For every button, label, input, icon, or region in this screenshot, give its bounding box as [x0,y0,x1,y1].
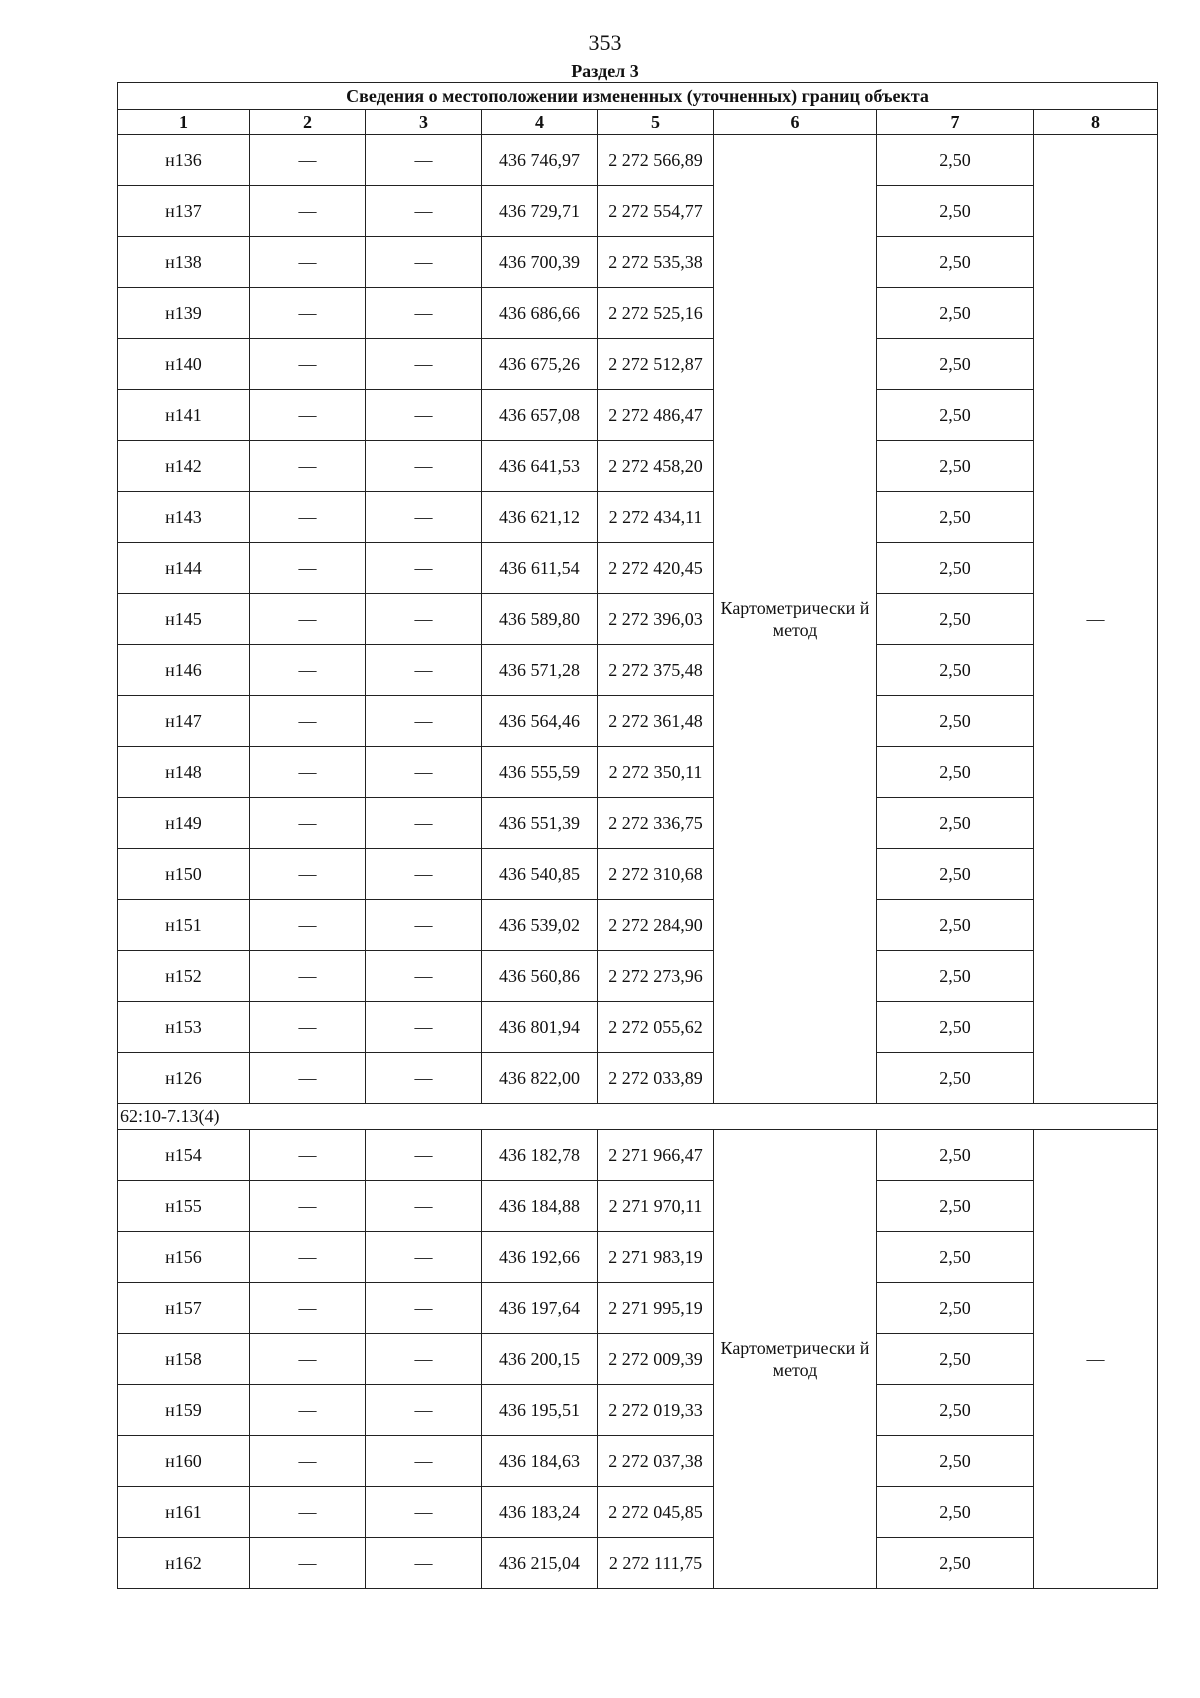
col2-cell: — [250,1385,366,1436]
x-coordinate-cell: 436 729,71 [482,186,598,237]
point-id-cell: н161 [118,1487,250,1538]
col2-cell: — [250,1232,366,1283]
x-coordinate-cell: 436 215,04 [482,1538,598,1589]
table-row [118,1334,1158,1385]
x-coordinate-cell: 436 822,00 [482,1053,598,1104]
y-coordinate-cell: 2 271 995,19 [598,1283,714,1334]
col2-cell: — [250,849,366,900]
x-coordinate-cell: 436 560,86 [482,951,598,1002]
accuracy-cell: 2,50 [877,1334,1034,1385]
column-number-7: 7 [877,110,1034,135]
accuracy-cell: 2,50 [877,900,1034,951]
point-id-cell: н138 [118,237,250,288]
x-coordinate-cell: 436 571,28 [482,645,598,696]
col3-cell: — [366,747,482,798]
table-row [118,186,1158,237]
table-row [118,288,1158,339]
x-coordinate-cell: 436 183,24 [482,1487,598,1538]
accuracy-cell: 2,50 [877,1487,1034,1538]
x-coordinate-cell: 436 746,97 [482,135,598,186]
accuracy-cell: 2,50 [877,135,1034,186]
x-coordinate-cell: 436 197,64 [482,1283,598,1334]
point-id-cell: н126 [118,1053,250,1104]
accuracy-cell: 2,50 [877,798,1034,849]
y-coordinate-cell: 2 272 019,33 [598,1385,714,1436]
col3-cell: — [366,1487,482,1538]
table-title: Сведения о местоположении измененных (уточненных) границ объекта [118,83,1158,110]
y-coordinate-cell: 2 272 375,48 [598,645,714,696]
y-coordinate-cell: 2 272 310,68 [598,849,714,900]
col3-cell: — [366,594,482,645]
point-id-cell: н158 [118,1334,250,1385]
col3-cell: — [366,543,482,594]
table-row [118,1385,1158,1436]
y-coordinate-cell: 2 272 486,47 [598,390,714,441]
x-coordinate-cell: 436 539,02 [482,900,598,951]
col2-cell: — [250,237,366,288]
x-coordinate-cell: 436 555,59 [482,747,598,798]
x-coordinate-cell: 436 200,15 [482,1334,598,1385]
method-cell: Картометрически й метод [714,1130,877,1589]
table-row [118,237,1158,288]
table-row [118,1181,1158,1232]
accuracy-cell: 2,50 [877,237,1034,288]
col2-cell: — [250,1436,366,1487]
col2-cell: — [250,288,366,339]
column-number-5: 5 [598,110,714,135]
x-coordinate-cell: 436 184,63 [482,1436,598,1487]
x-coordinate-cell: 436 540,85 [482,849,598,900]
col3-cell: — [366,1181,482,1232]
x-coordinate-cell: 436 195,51 [482,1385,598,1436]
column-number-6: 6 [714,110,877,135]
accuracy-cell: 2,50 [877,747,1034,798]
col3-cell: — [366,1130,482,1181]
col3-cell: — [366,1053,482,1104]
x-coordinate-cell: 436 564,46 [482,696,598,747]
y-coordinate-cell: 2 272 045,85 [598,1487,714,1538]
col2-cell: — [250,747,366,798]
page-number: 353 [588,30,622,55]
col2-cell: — [250,390,366,441]
point-id-cell: н155 [118,1181,250,1232]
col2-cell: — [250,900,366,951]
col3-cell: — [366,186,482,237]
x-coordinate-cell: 436 675,26 [482,339,598,390]
accuracy-cell: 2,50 [877,951,1034,1002]
boundary-table [117,82,1158,1589]
point-id-cell: н153 [118,1002,250,1053]
col3-cell: — [366,696,482,747]
point-id-cell: н137 [118,186,250,237]
table-row [118,1538,1158,1589]
x-coordinate-cell: 436 589,80 [482,594,598,645]
y-coordinate-cell: 2 272 535,38 [598,237,714,288]
y-coordinate-cell: 2 272 566,89 [598,135,714,186]
accuracy-cell: 2,50 [877,849,1034,900]
x-coordinate-cell: 436 621,12 [482,492,598,543]
table-row [118,1232,1158,1283]
col3-cell: — [366,1002,482,1053]
y-coordinate-cell: 2 272 361,48 [598,696,714,747]
x-coordinate-cell: 436 551,39 [482,798,598,849]
point-id-cell: н140 [118,339,250,390]
point-id-cell: н139 [118,288,250,339]
accuracy-cell: 2,50 [877,543,1034,594]
point-id-cell: н156 [118,1232,250,1283]
point-id-cell: н162 [118,1538,250,1589]
y-coordinate-cell: 2 272 055,62 [598,1002,714,1053]
y-coordinate-cell: 2 271 970,11 [598,1181,714,1232]
col2-cell: — [250,1130,366,1181]
table-row [118,1487,1158,1538]
y-coordinate-cell: 2 272 273,96 [598,951,714,1002]
point-id-cell: н149 [118,798,250,849]
col3-cell: — [366,798,482,849]
point-id-cell: н145 [118,594,250,645]
y-coordinate-cell: 2 272 434,11 [598,492,714,543]
col3-cell: — [366,441,482,492]
col2-cell: — [250,1487,366,1538]
x-coordinate-cell: 436 657,08 [482,390,598,441]
x-coordinate-cell: 436 686,66 [482,288,598,339]
point-id-cell: н157 [118,1283,250,1334]
table-row [118,1053,1158,1104]
y-coordinate-cell: 2 272 037,38 [598,1436,714,1487]
column-number-4: 4 [482,110,598,135]
table-row [118,900,1158,951]
accuracy-cell: 2,50 [877,1002,1034,1053]
table-row [118,135,1158,186]
point-id-cell: н146 [118,645,250,696]
table-row [118,390,1158,441]
point-id-cell: н143 [118,492,250,543]
col3-cell: — [366,1334,482,1385]
col2-cell: — [250,1334,366,1385]
col2-cell: — [250,492,366,543]
table-row [118,339,1158,390]
x-coordinate-cell: 436 611,54 [482,543,598,594]
accuracy-cell: 2,50 [877,645,1034,696]
accuracy-cell: 2,50 [877,390,1034,441]
table-row [118,645,1158,696]
col3-cell: — [366,900,482,951]
point-id-cell: н154 [118,1130,250,1181]
col2-cell: — [250,1181,366,1232]
table-row [118,1283,1158,1334]
table-row [118,951,1158,1002]
col2-cell: — [250,798,366,849]
table-row [118,594,1158,645]
point-id-cell: н159 [118,1385,250,1436]
col3-cell: — [366,339,482,390]
table-row [118,1130,1158,1181]
point-id-cell: н141 [118,390,250,441]
y-coordinate-cell: 2 272 350,11 [598,747,714,798]
col3-cell: — [366,390,482,441]
y-coordinate-cell: 2 272 009,39 [598,1334,714,1385]
accuracy-cell: 2,50 [877,1538,1034,1589]
accuracy-cell: 2,50 [877,594,1034,645]
column-number-2: 2 [250,110,366,135]
point-id-cell: н151 [118,900,250,951]
column-number-8: 8 [1034,110,1158,135]
y-coordinate-cell: 2 271 983,19 [598,1232,714,1283]
col2-cell: — [250,339,366,390]
col3-cell: — [366,492,482,543]
table-row [118,849,1158,900]
y-coordinate-cell: 2 272 396,03 [598,594,714,645]
y-coordinate-cell: 2 272 284,90 [598,900,714,951]
table-row [118,1436,1158,1487]
table-row [118,441,1158,492]
col2-cell: — [250,645,366,696]
col2-cell: — [250,441,366,492]
accuracy-cell: 2,50 [877,696,1034,747]
accuracy-cell: 2,50 [877,1385,1034,1436]
point-id-cell: н152 [118,951,250,1002]
point-id-cell: н148 [118,747,250,798]
accuracy-cell: 2,50 [877,1053,1034,1104]
point-id-cell: н136 [118,135,250,186]
col3-cell: — [366,1538,482,1589]
x-coordinate-cell: 436 700,39 [482,237,598,288]
accuracy-cell: 2,50 [877,288,1034,339]
table-row [118,543,1158,594]
accuracy-cell: 2,50 [877,1130,1034,1181]
y-coordinate-cell: 2 272 420,45 [598,543,714,594]
col2-cell: — [250,951,366,1002]
col3-cell: — [366,135,482,186]
col8-cell: — [1034,135,1158,1104]
col2-cell: — [250,543,366,594]
y-coordinate-cell: 2 272 111,75 [598,1538,714,1589]
group-label: 62:10-7.13(4) [118,1104,1158,1130]
table-row [118,492,1158,543]
x-coordinate-cell: 436 192,66 [482,1232,598,1283]
accuracy-cell: 2,50 [877,1436,1034,1487]
accuracy-cell: 2,50 [877,1181,1034,1232]
point-id-cell: н150 [118,849,250,900]
col2-cell: — [250,186,366,237]
col3-cell: — [366,288,482,339]
column-number-3: 3 [366,110,482,135]
accuracy-cell: 2,50 [877,186,1034,237]
point-id-cell: н144 [118,543,250,594]
x-coordinate-cell: 436 641,53 [482,441,598,492]
col2-cell: — [250,135,366,186]
table-row [118,696,1158,747]
method-cell: Картометрически й метод [714,135,877,1104]
column-number-1: 1 [118,110,250,135]
col3-cell: — [366,1283,482,1334]
table-row [118,1002,1158,1053]
col2-cell: — [250,1283,366,1334]
x-coordinate-cell: 436 184,88 [482,1181,598,1232]
y-coordinate-cell: 2 272 458,20 [598,441,714,492]
col3-cell: — [366,849,482,900]
y-coordinate-cell: 2 272 554,77 [598,186,714,237]
y-coordinate-cell: 2 272 525,16 [598,288,714,339]
col2-cell: — [250,594,366,645]
x-coordinate-cell: 436 801,94 [482,1002,598,1053]
col3-cell: — [366,1385,482,1436]
col2-cell: — [250,1002,366,1053]
accuracy-cell: 2,50 [877,1283,1034,1334]
col3-cell: — [366,1436,482,1487]
y-coordinate-cell: 2 272 512,87 [598,339,714,390]
col2-cell: — [250,1053,366,1104]
table-row [118,747,1158,798]
col3-cell: — [366,1232,482,1283]
x-coordinate-cell: 436 182,78 [482,1130,598,1181]
point-id-cell: н160 [118,1436,250,1487]
accuracy-cell: 2,50 [877,1232,1034,1283]
table-row [118,798,1158,849]
column-number-row [118,110,1158,135]
y-coordinate-cell: 2 271 966,47 [598,1130,714,1181]
accuracy-cell: 2,50 [877,441,1034,492]
col3-cell: — [366,951,482,1002]
accuracy-cell: 2,50 [877,339,1034,390]
accuracy-cell: 2,50 [877,492,1034,543]
col2-cell: — [250,1538,366,1589]
col3-cell: — [366,645,482,696]
section-label: Раздел 3 [571,61,639,81]
col8-cell: — [1034,1130,1158,1589]
point-id-cell: н142 [118,441,250,492]
col3-cell: — [366,237,482,288]
point-id-cell: н147 [118,696,250,747]
group-label-row [118,1104,1158,1130]
y-coordinate-cell: 2 272 033,89 [598,1053,714,1104]
col2-cell: — [250,696,366,747]
y-coordinate-cell: 2 272 336,75 [598,798,714,849]
